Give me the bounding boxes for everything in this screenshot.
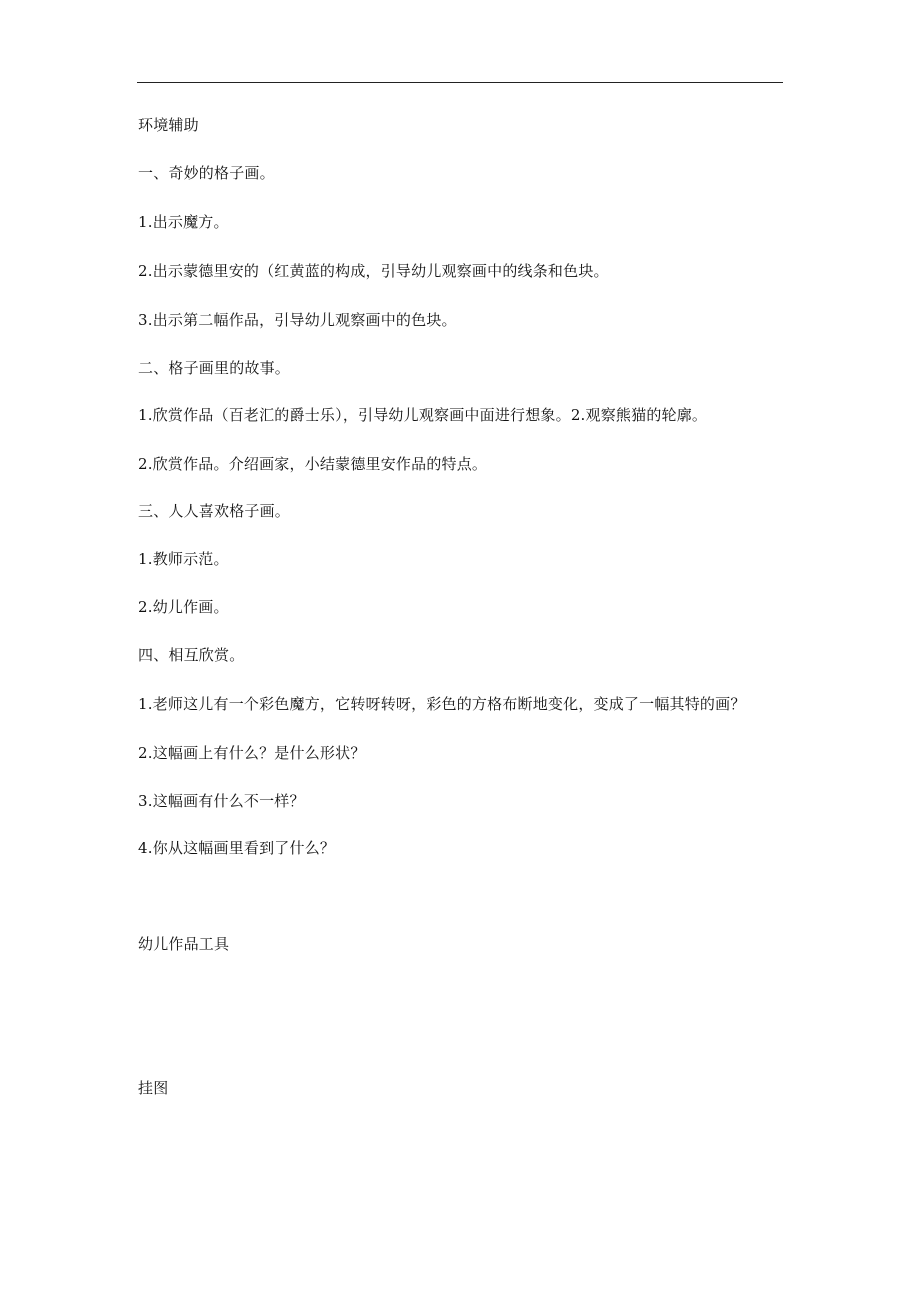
paragraph-line: 3.这幅画有什么不一样？ — [138, 792, 305, 810]
paragraph-line: 2.这幅画上有什么？是什么形状？ — [138, 744, 366, 762]
paragraph-line: 4.你从这幅画里看到了什么？ — [138, 839, 336, 857]
section-heading-3: 三、人人喜欢格子画。 — [138, 502, 291, 520]
paragraph-line: 1.教师示范。 — [138, 550, 229, 568]
paragraph-line: 1.出示魔方。 — [138, 213, 229, 231]
section-heading-4: 四、相互欣赏。 — [138, 646, 245, 664]
section-heading-wall-chart: 挂图 — [138, 1079, 169, 1097]
paragraph-line: 1.老师这儿有一个彩色魔方，它转呀转呀，彩色的方格布断地变化，变成了一幅其特的画？ — [138, 695, 746, 713]
paragraph-line: 2.出示蒙德里安的（红黄蓝的构成，引导幼儿观察画中的线条和色块。 — [138, 262, 609, 280]
paragraph-line: 2.幼儿作画。 — [138, 598, 229, 616]
header-rule — [137, 82, 783, 83]
section-heading-environment: 环境辅助 — [138, 116, 199, 134]
section-heading-works-tools: 幼儿作品工具 — [138, 935, 230, 953]
paragraph-line: 1.欣赏作品（百老汇的爵士乐），引导幼儿观察画中面进行想象。2.观察熊猫的轮廓。 — [138, 406, 708, 424]
section-heading-2: 二、格子画里的故事。 — [138, 359, 291, 377]
paragraph-line: 2.欣赏作品。介绍画家，小结蒙德里安作品的特点。 — [138, 455, 488, 473]
paragraph-line: 3.出示第二幅作品，引导幼儿观察画中的色块。 — [138, 311, 457, 329]
section-heading-1: 一、奇妙的格子画。 — [138, 164, 275, 182]
